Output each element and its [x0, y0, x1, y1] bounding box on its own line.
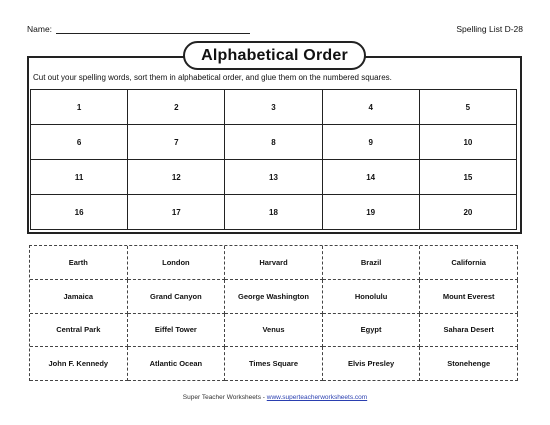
name-field: [27, 24, 250, 34]
footer-text: Super Teacher Worksheets -: [182, 394, 267, 401]
numbered-squares-grid: [30, 89, 517, 230]
word-card[interactable]: Grand Canyon: [128, 280, 226, 314]
word-card[interactable]: Central Park: [30, 314, 128, 348]
numbered-square: 5: [420, 90, 517, 125]
name-label: Name:: [27, 24, 53, 34]
word-card[interactable]: George Washington: [225, 280, 323, 314]
numbered-square: 11: [31, 160, 128, 195]
numbered-square: 19: [323, 195, 420, 230]
numbered-square: 17: [128, 195, 225, 230]
word-card[interactable]: Jamaica: [30, 280, 128, 314]
numbered-square: 20: [420, 195, 517, 230]
numbered-square: 2: [128, 90, 225, 125]
word-card[interactable]: John F. Kennedy: [30, 347, 128, 381]
numbered-square: 8: [225, 125, 322, 160]
numbered-square: 15: [420, 160, 517, 195]
footer-link[interactable]: www.superteacherworksheets.com: [266, 394, 368, 401]
numbered-square: 18: [225, 195, 322, 230]
numbered-square: 10: [420, 125, 517, 160]
numbered-square: 16: [31, 195, 128, 230]
word-card[interactable]: Earth: [30, 246, 128, 280]
numbered-square: 4: [323, 90, 420, 125]
word-card[interactable]: Elvis Presley: [323, 347, 421, 381]
word-card[interactable]: Times Square: [225, 347, 323, 381]
word-card[interactable]: California: [420, 246, 518, 280]
footer: [0, 394, 550, 401]
numbered-square: 7: [128, 125, 225, 160]
numbered-square: 12: [128, 160, 225, 195]
word-card[interactable]: Sahara Desert: [420, 314, 518, 348]
word-card[interactable]: London: [128, 246, 226, 280]
cut-out-words-grid: [29, 245, 518, 381]
instructions-text: Cut out your spelling words, sort them in alphabetical order, and glue them on the numbered squares.: [33, 73, 392, 82]
numbered-square: 1: [31, 90, 128, 125]
spelling-list-label: Spelling List D-28: [456, 24, 523, 34]
numbered-square: 3: [225, 90, 322, 125]
numbered-square: 13: [225, 160, 322, 195]
word-card[interactable]: Mount Everest: [420, 280, 518, 314]
word-card[interactable]: Harvard: [225, 246, 323, 280]
word-card[interactable]: Honolulu: [323, 280, 421, 314]
numbered-square: 14: [323, 160, 420, 195]
numbered-square: 9: [323, 125, 420, 160]
word-card[interactable]: Egypt: [323, 314, 421, 348]
word-card[interactable]: Stonehenge: [420, 347, 518, 381]
word-card[interactable]: Venus: [225, 314, 323, 348]
name-blank-line[interactable]: [56, 25, 250, 34]
word-card[interactable]: Brazil: [323, 246, 421, 280]
numbered-square: 6: [31, 125, 128, 160]
page-title: Alphabetical Order: [183, 41, 366, 70]
word-card[interactable]: Atlantic Ocean: [128, 347, 226, 381]
word-card[interactable]: Eiffel Tower: [128, 314, 226, 348]
